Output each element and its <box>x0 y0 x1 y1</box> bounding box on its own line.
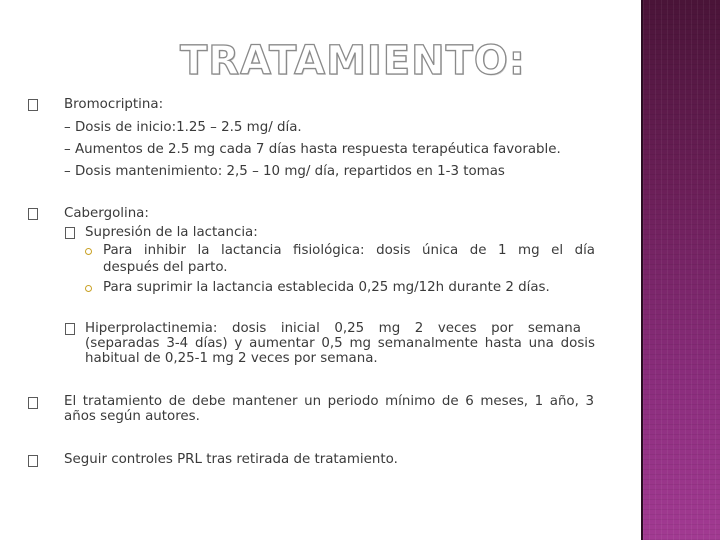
hiperprolactinemia-line-3: habitual de 0,25-1 mg 2 veces por semana. <box>85 351 378 366</box>
bromocriptina-line-3: – Dosis mantenimiento: 2,5 – 10 mg/ día, repartidos en 1-3 tomas <box>64 164 505 179</box>
supresion-label: Supresión de la lactancia: <box>85 225 258 240</box>
slide-title: TRATAMIENTO: <box>180 38 526 84</box>
square-bullet-icon <box>28 99 38 111</box>
inhibir-line-1: Para inhibir la lactancia fisiológica: dosis única de 1 mg el día <box>103 243 595 258</box>
circle-bullet-icon <box>85 285 92 292</box>
square-bullet-icon <box>28 397 38 409</box>
cabergolina-label: Cabergolina: <box>64 206 149 221</box>
square-bullet-icon <box>65 323 75 335</box>
controles-line: Seguir controles PRL tras retirada de tratamiento. <box>64 452 398 467</box>
bromocriptina-line-2: – Aumentos de 2.5 mg cada 7 días hasta respuesta terapéutica favorable. <box>64 142 561 157</box>
bromocriptina-label: Bromocriptina: <box>64 97 164 112</box>
square-bullet-icon <box>28 455 38 467</box>
square-bullet-icon <box>28 208 38 220</box>
square-bullet-icon <box>65 227 75 239</box>
bromocriptina-line-1: – Dosis de inicio:1.25 – 2.5 mg/ día. <box>64 120 302 135</box>
suprimir-line: Para suprimir la lactancia establecida 0,25 mg/12h durante 2 días. <box>103 280 550 295</box>
duracion-line-2: años según autores. <box>64 409 200 424</box>
duracion-line-1: El tratamiento de debe mantener un periodo mínimo de 6 meses, 1 año, 3 <box>64 394 594 409</box>
hiperprolactinemia-line-2: (separadas 3-4 días) y aumentar 0,5 mg semanalmente hasta una dosis <box>85 336 595 351</box>
hiperprolactinemia-line-1: Hiperprolactinemia: dosis inicial 0,25 mg 2 veces por semana <box>85 321 581 336</box>
decorative-side-bar <box>643 0 720 540</box>
inhibir-line-2: después del parto. <box>103 260 228 275</box>
circle-bullet-icon <box>85 248 92 255</box>
